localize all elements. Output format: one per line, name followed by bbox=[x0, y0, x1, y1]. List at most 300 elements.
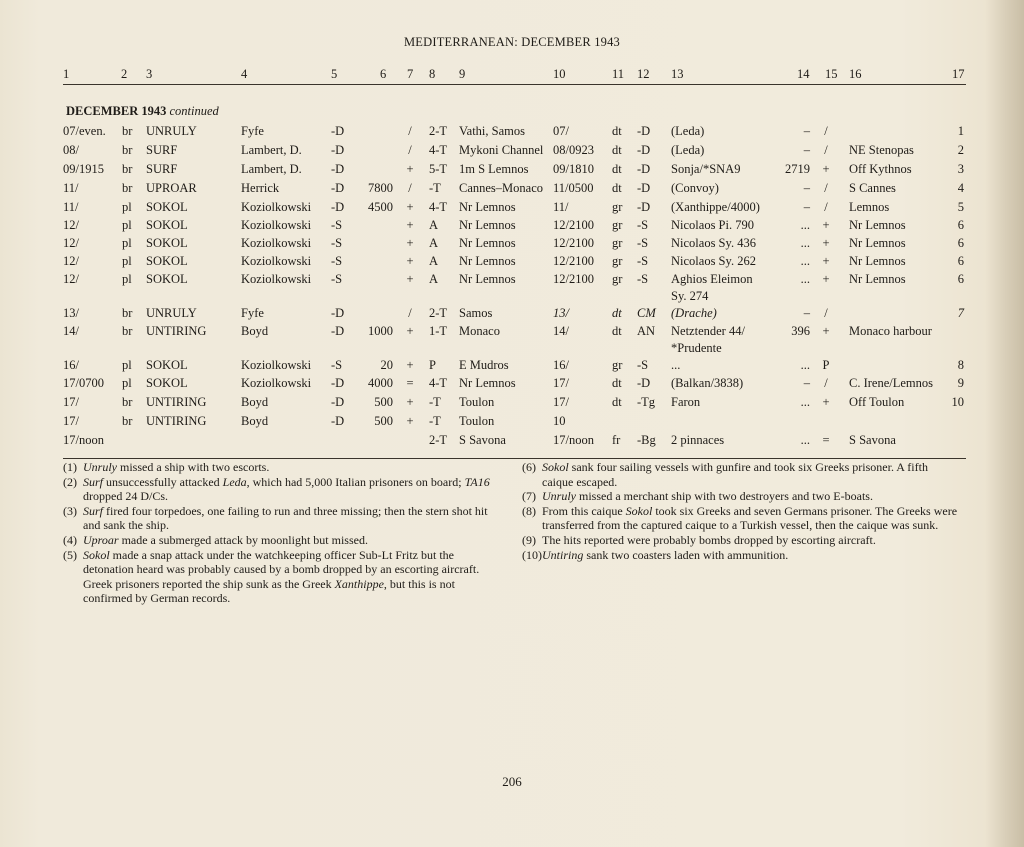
boat-cell: UNTIRING bbox=[146, 414, 207, 428]
captain-cell: Koziolkowski bbox=[241, 236, 312, 250]
footnote bbox=[63, 504, 503, 533]
attack-type-cell: -S bbox=[331, 254, 343, 268]
captain-cell: Boyd bbox=[241, 414, 269, 428]
position-cell: Nr Lemnos bbox=[849, 236, 906, 250]
nationality2-cell: gr bbox=[612, 218, 623, 232]
nationality2-cell: dt bbox=[612, 143, 622, 157]
result-symbol-cell: + bbox=[406, 395, 414, 409]
column-number: 7 bbox=[407, 67, 414, 81]
boat-cell: SOKOL bbox=[146, 236, 188, 250]
date-cell: 13/ bbox=[63, 306, 79, 320]
footnote bbox=[522, 548, 962, 563]
nationality-cell: br bbox=[122, 181, 133, 195]
boat-cell: UPROAR bbox=[146, 181, 197, 195]
table-row bbox=[0, 395, 1024, 413]
footnote bbox=[522, 504, 962, 533]
weapon-cell: -T bbox=[429, 181, 441, 195]
note-ref-cell: 6 bbox=[957, 218, 964, 232]
result2-cell: / bbox=[824, 143, 828, 157]
nationality2-cell: dt bbox=[612, 162, 622, 176]
attack-type-cell: -D bbox=[331, 324, 345, 338]
footnote-number: (4) bbox=[63, 532, 77, 547]
nationality-cell: br bbox=[122, 124, 133, 138]
note-ref-cell: 8 bbox=[957, 358, 964, 372]
captain-cell: Koziolkowski bbox=[241, 200, 312, 214]
boat-cell: SOKOL bbox=[146, 218, 188, 232]
weapon-cell: P bbox=[429, 358, 436, 372]
attack-type-cell: -D bbox=[331, 124, 345, 138]
ship-type-cell: CM bbox=[637, 306, 656, 320]
range-cell: 4500 bbox=[368, 200, 393, 214]
time-cell: 11/0500 bbox=[553, 181, 594, 195]
result2-cell: / bbox=[824, 181, 828, 195]
footnote-text: Sokol made a snap attack under the watchkeeping officer Sub-Lt Fritz but the detonation heard was probably caused by a bomb dropped by an escorting aircraft. Greek prisoners reported the ship sunk as the Greek Xanthippe, but this is not confirmed by German records. bbox=[83, 547, 480, 606]
footnote bbox=[522, 460, 962, 489]
date-cell: 09/1915 bbox=[63, 162, 104, 176]
attack-type-cell: -D bbox=[331, 181, 345, 195]
result2-cell: / bbox=[824, 200, 828, 214]
result-symbol-cell: + bbox=[406, 272, 414, 286]
note-ref-cell: 6 bbox=[957, 272, 964, 286]
attack-type-cell: -D bbox=[331, 306, 345, 320]
ship-type-cell: -D bbox=[637, 143, 651, 157]
column-number: 3 bbox=[146, 67, 153, 81]
position-cell: Off Kythnos bbox=[849, 162, 912, 176]
footnote-text: Uproar made a submerged attack by moonlight but missed. bbox=[83, 532, 368, 547]
attack-type-cell: -D bbox=[331, 376, 345, 390]
ship-type-cell: -S bbox=[637, 358, 649, 372]
weapon-cell: 2-T bbox=[429, 433, 448, 447]
footnote-number: (1) bbox=[63, 460, 77, 474]
target-cell-continued: *Prudente bbox=[671, 341, 722, 355]
target-cell: 2 pinnaces bbox=[671, 433, 725, 447]
footnote-text: From this caique Sokol took six Greeks and seven Germans prisoner. The Greeks were transferred from the captured caique to a Turkish vessel, then the caique was sunk. bbox=[542, 503, 958, 533]
attack-type-cell: -D bbox=[331, 395, 345, 409]
result-symbol-cell: + bbox=[406, 218, 414, 232]
weapon-cell: 1-T bbox=[429, 324, 448, 338]
result2-cell: / bbox=[824, 306, 828, 320]
target-cell: (Leda) bbox=[671, 143, 705, 157]
result2-cell: + bbox=[822, 236, 830, 250]
time-cell: 09/1810 bbox=[553, 162, 594, 176]
range-cell: 4000 bbox=[368, 376, 393, 390]
weapon-cell: A bbox=[429, 272, 439, 286]
footnote bbox=[63, 460, 503, 475]
time-cell: 17/noon bbox=[553, 433, 594, 447]
location-cell: S Savona bbox=[459, 433, 506, 447]
table-row bbox=[0, 200, 1024, 218]
location-cell: Nr Lemnos bbox=[459, 218, 516, 232]
range-cell: 20 bbox=[380, 358, 393, 372]
time-cell: 08/0923 bbox=[553, 143, 594, 157]
target-cell: (Drache) bbox=[671, 306, 717, 320]
boat-cell: SOKOL bbox=[146, 200, 188, 214]
attack-type-cell: -D bbox=[331, 200, 345, 214]
weapon-cell: -T bbox=[429, 414, 441, 428]
nationality2-cell: dt bbox=[612, 324, 622, 338]
column-number: 1 bbox=[63, 67, 70, 81]
table-row bbox=[0, 358, 1024, 376]
header-rule bbox=[63, 84, 966, 85]
attack-type-cell: -S bbox=[331, 218, 343, 232]
result2-cell: + bbox=[822, 218, 830, 232]
weapon-cell: 2-T bbox=[429, 306, 448, 320]
date-cell: 12/ bbox=[63, 272, 79, 286]
note-ref-cell: 2 bbox=[957, 143, 964, 157]
position-cell: Off Toulon bbox=[849, 395, 905, 409]
captain-cell: Koziolkowski bbox=[241, 218, 312, 232]
table-row bbox=[0, 162, 1024, 180]
footnote bbox=[522, 533, 962, 548]
target-cell: (Balkan/3838) bbox=[671, 376, 744, 390]
footnote-number: (10) bbox=[522, 547, 542, 562]
table-bottom-rule bbox=[63, 458, 966, 459]
target-cell: Sonja/*SNA9 bbox=[671, 162, 741, 176]
footnote-text: Sokol sank four sailing vessels with gunfire and took six Greeks prisoner. A fifth caique escaped. bbox=[542, 460, 928, 489]
captain-cell: Herrick bbox=[241, 181, 280, 195]
tonnage-cell: ... bbox=[800, 272, 810, 286]
result-symbol-cell: + bbox=[406, 414, 414, 428]
result-symbol-cell: + bbox=[406, 324, 414, 338]
location-cell: Nr Lemnos bbox=[459, 236, 516, 250]
tonnage-cell: 396 bbox=[791, 324, 810, 338]
column-number: 11 bbox=[612, 67, 625, 81]
date-cell: 16/ bbox=[63, 358, 79, 372]
tonnage-cell: ... bbox=[800, 218, 810, 232]
column-number: 9 bbox=[459, 67, 466, 81]
location-cell: Monaco bbox=[459, 324, 500, 338]
tonnage-cell: ... bbox=[800, 236, 810, 250]
time-cell: 07/ bbox=[553, 124, 569, 138]
column-number: 13 bbox=[671, 67, 684, 81]
position-cell: NE Stenopas bbox=[849, 143, 914, 157]
location-cell: Nr Lemnos bbox=[459, 376, 516, 390]
column-number: 14 bbox=[797, 67, 810, 81]
captain-cell: Fyfe bbox=[241, 306, 264, 320]
location-cell: Mykoni Channel bbox=[459, 143, 544, 157]
table-row bbox=[0, 124, 1024, 142]
table-row bbox=[0, 433, 1024, 451]
result2-cell: + bbox=[822, 395, 830, 409]
boat-cell: UNRULY bbox=[146, 124, 197, 138]
tonnage-cell: ... bbox=[800, 395, 810, 409]
range-cell: 500 bbox=[374, 395, 393, 409]
captain-cell: Koziolkowski bbox=[241, 376, 312, 390]
column-number: 2 bbox=[121, 67, 128, 81]
column-number-header bbox=[0, 67, 1024, 83]
time-cell: 17/ bbox=[553, 395, 569, 409]
result-symbol-cell: / bbox=[408, 181, 412, 195]
tonnage-cell: ... bbox=[800, 358, 810, 372]
table-row bbox=[0, 254, 1024, 272]
result2-cell: + bbox=[822, 272, 830, 286]
attack-type-cell: -D bbox=[331, 414, 345, 428]
result-symbol-cell: / bbox=[408, 306, 412, 320]
ship-type-cell: -D bbox=[637, 376, 651, 390]
result-symbol-cell: / bbox=[408, 124, 412, 138]
nationality2-cell: gr bbox=[612, 254, 623, 268]
footnote-text: Surf unsuccessfully attacked Leda, which had 5,000 Italian prisoners on board; TA16 dropped 24 D/Cs. bbox=[83, 474, 490, 504]
note-ref-cell: 4 bbox=[957, 181, 964, 195]
table-row bbox=[0, 236, 1024, 254]
running-head: MEDITERRANEAN: DECEMBER 1943 bbox=[403, 35, 620, 49]
result-symbol-cell: = bbox=[406, 376, 414, 390]
ship-type-cell: -D bbox=[637, 200, 651, 214]
location-cell: Nr Lemnos bbox=[459, 254, 516, 268]
column-number: 12 bbox=[637, 67, 650, 81]
date-cell: 12/ bbox=[63, 236, 79, 250]
time-cell: 12/2100 bbox=[553, 272, 594, 286]
location-cell: Nr Lemnos bbox=[459, 200, 516, 214]
position-cell: Nr Lemnos bbox=[849, 218, 906, 232]
location-cell: Nr Lemnos bbox=[459, 272, 516, 286]
position-cell: Lemnos bbox=[849, 200, 890, 214]
date-cell: 17/noon bbox=[63, 433, 104, 447]
location-cell: Vathi, Samos bbox=[459, 124, 525, 138]
nationality-cell: br bbox=[122, 414, 133, 428]
footnote-number: (7) bbox=[522, 489, 536, 504]
time-cell: 12/2100 bbox=[553, 218, 594, 232]
tonnage-cell: – bbox=[803, 306, 810, 320]
result2-cell: = bbox=[822, 433, 830, 447]
ship-type-cell: AN bbox=[637, 324, 656, 338]
nationality-cell: pl bbox=[122, 218, 132, 232]
date-cell: 12/ bbox=[63, 218, 79, 232]
tonnage-cell: – bbox=[803, 181, 810, 195]
tonnage-cell: – bbox=[803, 124, 810, 138]
column-number: 10 bbox=[553, 67, 566, 81]
position-cell: C. Irene/Lemnos bbox=[849, 376, 934, 390]
boat-cell: UNRULY bbox=[146, 306, 197, 320]
ship-type-cell: -S bbox=[637, 254, 649, 268]
captain-cell: Boyd bbox=[241, 324, 269, 338]
nationality2-cell: dt bbox=[612, 124, 622, 138]
nationality2-cell: gr bbox=[612, 200, 623, 214]
section-heading-qualifier: continued bbox=[169, 104, 219, 118]
column-number: 4 bbox=[241, 67, 248, 81]
footnote-number: (8) bbox=[522, 503, 536, 518]
table-row bbox=[0, 414, 1024, 432]
nationality-cell: pl bbox=[122, 200, 132, 214]
nationality2-cell: gr bbox=[612, 358, 623, 372]
nationality2-cell: gr bbox=[612, 272, 623, 286]
target-cell: Netztender 44/ bbox=[671, 324, 745, 338]
target-cell: Nicolaos Sy. 436 bbox=[671, 236, 756, 250]
boat-cell: UNTIRING bbox=[146, 395, 207, 409]
time-cell: 12/2100 bbox=[553, 254, 594, 268]
ship-type-cell: -Bg bbox=[637, 433, 656, 447]
time-cell: 13/ bbox=[553, 306, 569, 320]
time-cell: 17/ bbox=[553, 376, 569, 390]
nationality-cell: pl bbox=[122, 236, 132, 250]
attack-type-cell: -S bbox=[331, 358, 343, 372]
attack-type-cell: -S bbox=[331, 272, 343, 286]
boat-cell: SOKOL bbox=[146, 376, 188, 390]
footnote bbox=[63, 533, 503, 548]
weapon-cell: -T bbox=[429, 395, 441, 409]
ship-type-cell: -D bbox=[637, 124, 651, 138]
table-row bbox=[0, 324, 1024, 355]
date-cell: 14/ bbox=[63, 324, 79, 338]
footnote bbox=[63, 548, 503, 606]
target-cell: Nicolaos Pi. 790 bbox=[671, 218, 754, 232]
footnotes-left bbox=[63, 460, 503, 606]
weapon-cell: A bbox=[429, 254, 439, 268]
captain-cell: Koziolkowski bbox=[241, 254, 312, 268]
nationality2-cell: dt bbox=[612, 306, 622, 320]
time-cell: 10 bbox=[553, 414, 566, 428]
captain-cell: Lambert, D. bbox=[241, 143, 302, 157]
target-cell: ... bbox=[671, 358, 681, 372]
target-cell: Faron bbox=[671, 395, 701, 409]
date-cell: 11/ bbox=[63, 181, 79, 195]
ship-type-cell: -D bbox=[637, 181, 651, 195]
result-symbol-cell: / bbox=[408, 143, 412, 157]
result2-cell: / bbox=[824, 376, 828, 390]
footnote-number: (3) bbox=[63, 503, 77, 518]
note-ref-cell: 9 bbox=[957, 376, 964, 390]
target-cell: (Xanthippe/4000) bbox=[671, 200, 760, 214]
boat-cell: SOKOL bbox=[146, 358, 188, 372]
date-cell: 17/0700 bbox=[63, 376, 104, 390]
weapon-cell: 5-T bbox=[429, 162, 448, 176]
captain-cell: Boyd bbox=[241, 395, 269, 409]
column-number: 6 bbox=[380, 67, 387, 81]
date-cell: 17/ bbox=[63, 395, 79, 409]
weapon-cell: A bbox=[429, 236, 439, 250]
note-ref-cell: 3 bbox=[957, 162, 964, 176]
tonnage-cell: ... bbox=[800, 254, 810, 268]
attack-type-cell: -S bbox=[331, 236, 343, 250]
location-cell: Toulon bbox=[459, 395, 495, 409]
nationality-cell: br bbox=[122, 306, 133, 320]
nationality-cell: pl bbox=[122, 254, 132, 268]
weapon-cell: 4-T bbox=[429, 143, 448, 157]
tonnage-cell: – bbox=[803, 200, 810, 214]
footnote-number: (2) bbox=[63, 474, 77, 489]
ship-type-cell: -S bbox=[637, 236, 649, 250]
boat-cell: SOKOL bbox=[146, 254, 188, 268]
ship-type-cell: -S bbox=[637, 272, 649, 286]
target-cell: Aghios Eleimon bbox=[671, 272, 753, 286]
note-ref-cell: 6 bbox=[957, 236, 964, 250]
attack-type-cell: -D bbox=[331, 143, 345, 157]
note-ref-cell: 6 bbox=[957, 254, 964, 268]
target-cell-continued: Sy. 274 bbox=[671, 289, 709, 303]
range-cell: 7800 bbox=[368, 181, 393, 195]
weapon-cell: 4-T bbox=[429, 376, 448, 390]
footnote bbox=[522, 489, 962, 504]
nationality-cell: pl bbox=[122, 358, 132, 372]
captain-cell: Koziolkowski bbox=[241, 358, 312, 372]
location-cell: E Mudros bbox=[459, 358, 509, 372]
footnote-text: The hits reported were probably bombs dropped by escorting aircraft. bbox=[542, 532, 876, 547]
table-row bbox=[0, 272, 1024, 303]
ship-type-cell: -S bbox=[637, 218, 649, 232]
position-cell: Nr Lemnos bbox=[849, 254, 906, 268]
nationality2-cell: dt bbox=[612, 376, 622, 390]
result2-cell: + bbox=[822, 162, 830, 176]
column-number: 16 bbox=[849, 67, 862, 81]
result-symbol-cell: + bbox=[406, 200, 414, 214]
result2-cell: / bbox=[824, 124, 828, 138]
nationality-cell: pl bbox=[122, 272, 132, 286]
nationality2-cell: dt bbox=[612, 181, 622, 195]
captain-cell: Lambert, D. bbox=[241, 162, 302, 176]
range-cell: 500 bbox=[374, 414, 393, 428]
ship-type-cell: -Tg bbox=[637, 395, 656, 409]
column-number: 8 bbox=[429, 67, 436, 81]
footnotes-right bbox=[522, 460, 962, 562]
ship-type-cell: -D bbox=[637, 162, 651, 176]
section-heading bbox=[66, 104, 219, 119]
boat-cell: UNTIRING bbox=[146, 324, 207, 338]
nationality-cell: br bbox=[122, 162, 133, 176]
page-number: 206 bbox=[502, 774, 522, 789]
table-row bbox=[0, 218, 1024, 236]
result-symbol-cell: + bbox=[406, 236, 414, 250]
tonnage-cell: – bbox=[803, 376, 810, 390]
position-cell: Monaco harbour bbox=[849, 324, 932, 338]
table-row bbox=[0, 376, 1024, 394]
footnote bbox=[63, 475, 503, 504]
result-symbol-cell: + bbox=[406, 254, 414, 268]
nationality-cell: pl bbox=[122, 376, 132, 390]
table-row bbox=[0, 143, 1024, 161]
tonnage-cell: 2719 bbox=[785, 162, 810, 176]
nationality2-cell: gr bbox=[612, 236, 623, 250]
position-cell: S Savona bbox=[849, 433, 896, 447]
result2-cell: + bbox=[822, 324, 830, 338]
result2-cell: P bbox=[822, 358, 830, 372]
time-cell: 14/ bbox=[553, 324, 569, 338]
time-cell: 12/2100 bbox=[553, 236, 594, 250]
result2-cell: + bbox=[822, 254, 830, 268]
result-symbol-cell: + bbox=[406, 162, 414, 176]
footnote-number: (6) bbox=[522, 460, 536, 474]
column-number: 15 bbox=[825, 67, 838, 81]
weapon-cell: 4-T bbox=[429, 200, 448, 214]
nationality2-cell: fr bbox=[612, 433, 621, 447]
footnote-number: (9) bbox=[522, 532, 536, 547]
boat-cell: SURF bbox=[146, 143, 178, 157]
target-cell: (Convoy) bbox=[671, 181, 719, 195]
weapon-cell: 2-T bbox=[429, 124, 448, 138]
note-ref-cell: 10 bbox=[951, 395, 964, 409]
captain-cell: Koziolkowski bbox=[241, 272, 312, 286]
nationality-cell: br bbox=[122, 143, 133, 157]
target-cell: Nicolaos Sy. 262 bbox=[671, 254, 756, 268]
note-ref-cell: 1 bbox=[957, 124, 964, 138]
column-number: 17 bbox=[952, 67, 965, 81]
time-cell: 11/ bbox=[553, 200, 569, 214]
footnote-number: (5) bbox=[63, 547, 77, 562]
footnote-text: Unruly missed a merchant ship with two destroyers and two E-boats. bbox=[542, 489, 873, 504]
position-cell: Nr Lemnos bbox=[849, 272, 906, 286]
table-row bbox=[0, 181, 1024, 199]
date-cell: 07/even. bbox=[63, 124, 106, 138]
nationality-cell: br bbox=[122, 395, 133, 409]
location-cell: 1m S Lemnos bbox=[459, 162, 529, 176]
weapon-cell: A bbox=[429, 218, 439, 232]
date-cell: 17/ bbox=[63, 414, 79, 428]
date-cell: 12/ bbox=[63, 254, 79, 268]
column-number: 5 bbox=[331, 67, 338, 81]
date-cell: 08/ bbox=[63, 143, 79, 157]
location-cell: Cannes–Monaco bbox=[459, 181, 544, 195]
footnote-text: Surf fired four torpedoes, one failing to run and three missing; then the stern shot hit and sank the ship. bbox=[83, 503, 488, 533]
result-symbol-cell: + bbox=[406, 358, 414, 372]
